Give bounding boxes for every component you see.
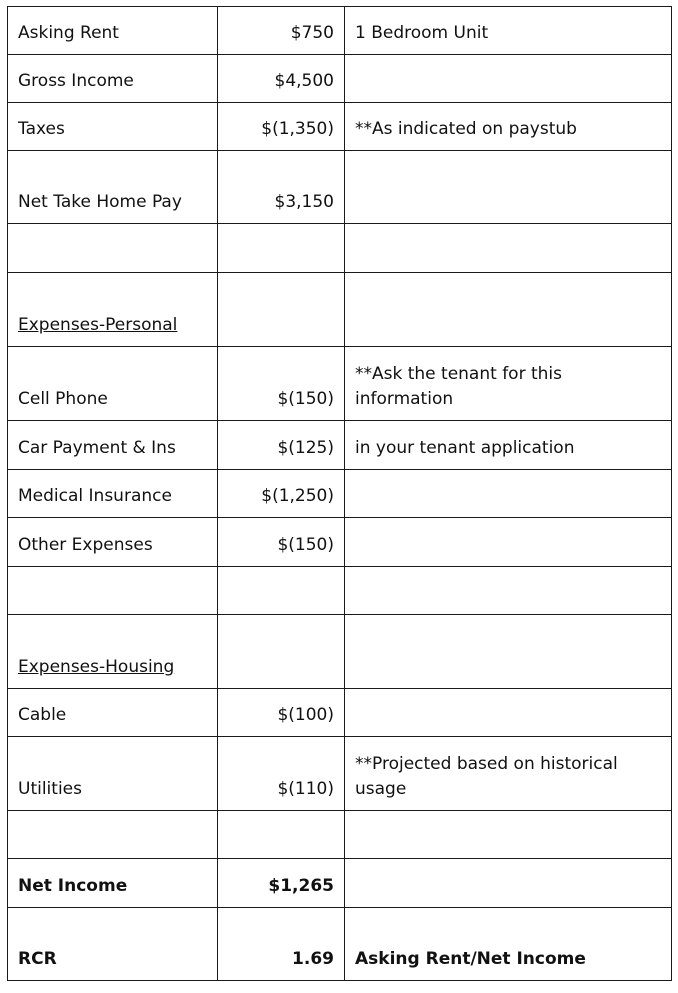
row-amount: $3,150 [218,151,345,224]
row-note [345,224,672,273]
rcr-formula-note: Asking Rent/Net Income [345,908,672,981]
table-row-total [8,908,672,981]
table-row [8,347,672,421]
row-label: Net Take Home Pay [8,151,218,224]
row-label [8,224,218,273]
row-amount [218,224,345,273]
row-label: Cell Phone [8,347,218,421]
row-label: Utilities [8,737,218,811]
row-amount: $4,500 [218,55,345,103]
row-label: Car Payment & Ins [8,421,218,470]
row-amount [218,615,345,689]
table-row [8,689,672,737]
row-note: **Projected based on historical usage [345,737,672,811]
row-note [345,273,672,347]
table-row [8,737,672,811]
table-row [8,421,672,470]
row-note [345,811,672,859]
row-amount: $(100) [218,689,345,737]
table-row [8,103,672,151]
row-note: in your tenant application [345,421,672,470]
table-row [8,470,672,518]
table-row-section [8,273,672,347]
section-heading-housing: Expenses-Housing [8,615,218,689]
row-note [345,859,672,908]
table-row [8,55,672,103]
row-amount: $750 [218,7,345,55]
table-row-empty [8,224,672,273]
row-label: Medical Insurance [8,470,218,518]
row-note [345,518,672,567]
table-row-section [8,615,672,689]
row-amount: $(1,350) [218,103,345,151]
row-note: **Ask the tenant for this information [345,347,672,421]
row-label [8,567,218,615]
row-amount: $(150) [218,518,345,567]
row-note [345,615,672,689]
table-row-empty [8,811,672,859]
row-label: Cable [8,689,218,737]
row-note [345,151,672,224]
row-label: Gross Income [8,55,218,103]
row-label [8,811,218,859]
table-row-total [8,859,672,908]
row-note [345,567,672,615]
net-income-amount: $1,265 [218,859,345,908]
rent-coverage-table [7,6,672,981]
row-amount [218,567,345,615]
row-note: **As indicated on paystub [345,103,672,151]
row-amount: $(125) [218,421,345,470]
rcr-value: 1.69 [218,908,345,981]
section-heading-personal: Expenses-Personal [8,273,218,347]
row-amount: $(1,250) [218,470,345,518]
table-row-empty [8,567,672,615]
row-amount: $(150) [218,347,345,421]
row-amount: $(110) [218,737,345,811]
table-row [8,151,672,224]
row-note [345,689,672,737]
row-label: Other Expenses [8,518,218,567]
row-label: Taxes [8,103,218,151]
table-row [8,518,672,567]
row-note: 1 Bedroom Unit [345,7,672,55]
net-income-label: Net Income [8,859,218,908]
row-note [345,55,672,103]
row-label: Asking Rent [8,7,218,55]
row-amount [218,273,345,347]
row-note [345,470,672,518]
row-amount [218,811,345,859]
table-row [8,7,672,55]
rcr-label: RCR [8,908,218,981]
